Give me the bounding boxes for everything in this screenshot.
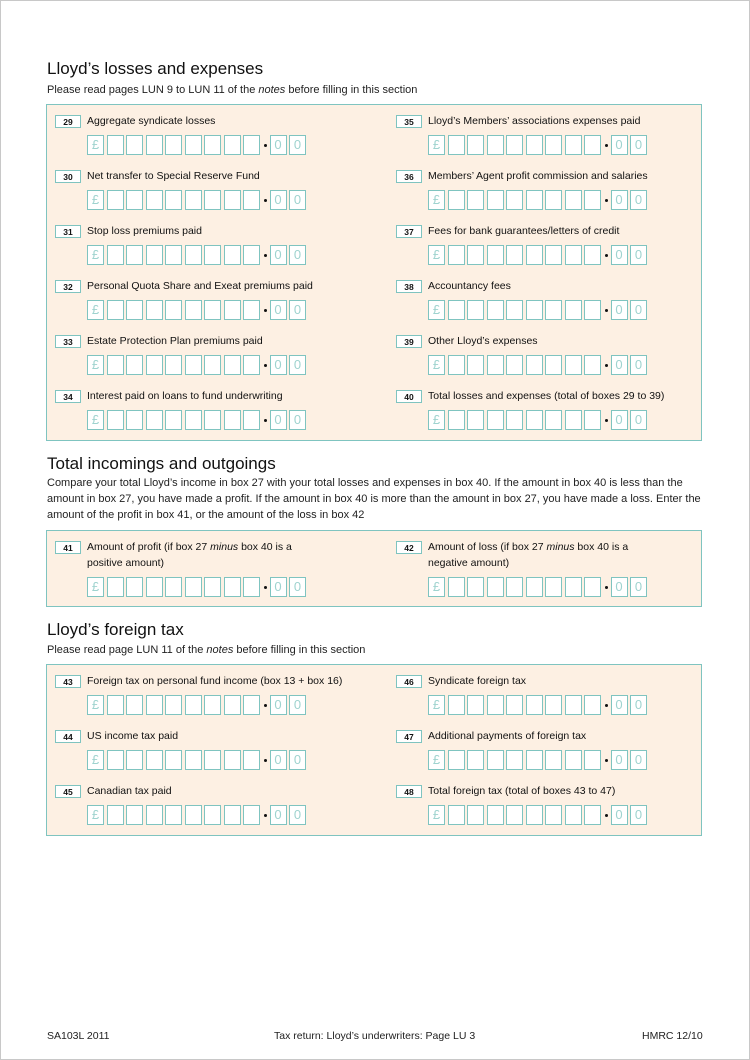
pounds-digit-cell[interactable] bbox=[185, 695, 202, 715]
section-title-foreign: Lloyd’s foreign tax bbox=[47, 620, 184, 639]
pounds-digit-cell[interactable] bbox=[584, 355, 601, 375]
pounds-digit-cell[interactable] bbox=[107, 750, 124, 770]
pounds-digit-cell[interactable] bbox=[584, 805, 601, 825]
pounds-digit-cell[interactable] bbox=[448, 355, 465, 375]
decimal-point bbox=[264, 254, 267, 257]
pounds-digit-cell[interactable] bbox=[526, 355, 543, 375]
currency-symbol-cell: £ bbox=[87, 410, 104, 430]
decimal-point bbox=[264, 586, 267, 589]
pounds-digit-cell[interactable] bbox=[467, 300, 484, 320]
pounds-digit-cell[interactable] bbox=[126, 410, 143, 430]
footer-form-code: SA103L 2011 bbox=[47, 1030, 110, 1042]
totals-panel bbox=[46, 530, 702, 607]
pounds-digit-cell[interactable] bbox=[467, 355, 484, 375]
box-label: Fees for bank guarantees/letters of credit bbox=[428, 225, 620, 237]
pence-digit-cell: 0 bbox=[289, 410, 306, 430]
pounds-digit-cell[interactable] bbox=[526, 245, 543, 265]
pounds-digit-cell[interactable] bbox=[545, 577, 562, 597]
decimal-point bbox=[264, 309, 267, 312]
box-number: 35 bbox=[396, 115, 422, 128]
decimal-point bbox=[264, 144, 267, 147]
pence-digit-cell: 0 bbox=[289, 750, 306, 770]
pounds-digit-cell[interactable] bbox=[107, 355, 124, 375]
pounds-digit-cell[interactable] bbox=[584, 135, 601, 155]
pounds-digit-cell[interactable] bbox=[545, 355, 562, 375]
pounds-digit-cell[interactable] bbox=[487, 805, 504, 825]
pounds-digit-cell[interactable] bbox=[146, 750, 163, 770]
box-label: Amount of loss (if box 27 minus box 40 is a negative amount) bbox=[428, 541, 629, 569]
pounds-digit-cell[interactable] bbox=[165, 410, 182, 430]
box-number: 32 bbox=[55, 280, 81, 293]
box-label: Net transfer to Special Reserve Fund bbox=[87, 170, 260, 182]
currency-symbol-cell: £ bbox=[87, 300, 104, 320]
pounds-digit-cell[interactable] bbox=[506, 245, 523, 265]
pounds-digit-cell[interactable] bbox=[224, 410, 241, 430]
pounds-digit-cell[interactable] bbox=[506, 577, 523, 597]
pounds-digit-cell[interactable] bbox=[107, 695, 124, 715]
pounds-digit-cell[interactable] bbox=[146, 410, 163, 430]
currency-symbol-cell: £ bbox=[428, 695, 445, 715]
pounds-digit-cell[interactable] bbox=[224, 577, 241, 597]
pence-digit-cell: 0 bbox=[289, 577, 306, 597]
box-number: 41 bbox=[55, 541, 81, 554]
pounds-digit-cell[interactable] bbox=[146, 355, 163, 375]
decimal-point bbox=[605, 309, 608, 312]
currency-symbol-cell: £ bbox=[428, 750, 445, 770]
pence-digit-cell: 0 bbox=[270, 750, 287, 770]
box-number: 29 bbox=[55, 115, 81, 128]
pence-digit-cell: 0 bbox=[611, 135, 628, 155]
pounds-digit-cell[interactable] bbox=[165, 135, 182, 155]
pence-digit-cell: 0 bbox=[611, 300, 628, 320]
pounds-digit-cell[interactable] bbox=[565, 300, 582, 320]
box-number: 45 bbox=[55, 785, 81, 798]
pounds-digit-cell[interactable] bbox=[448, 190, 465, 210]
decimal-point bbox=[605, 586, 608, 589]
pounds-digit-cell[interactable] bbox=[165, 750, 182, 770]
pounds-digit-cell[interactable] bbox=[448, 245, 465, 265]
foreign-panel bbox=[46, 664, 702, 836]
decimal-point bbox=[264, 759, 267, 762]
pounds-digit-cell[interactable] bbox=[487, 135, 504, 155]
pence-digit-cell: 0 bbox=[270, 805, 287, 825]
pounds-digit-cell[interactable] bbox=[545, 245, 562, 265]
currency-symbol-cell: £ bbox=[428, 135, 445, 155]
pounds-digit-cell[interactable] bbox=[126, 750, 143, 770]
currency-symbol-cell: £ bbox=[87, 695, 104, 715]
pence-digit-cell: 0 bbox=[289, 245, 306, 265]
pounds-digit-cell[interactable] bbox=[487, 245, 504, 265]
pounds-digit-cell[interactable] bbox=[126, 245, 143, 265]
pounds-digit-cell[interactable] bbox=[545, 300, 562, 320]
pounds-digit-cell[interactable] bbox=[487, 410, 504, 430]
currency-symbol-cell: £ bbox=[87, 805, 104, 825]
pence-digit-cell: 0 bbox=[289, 190, 306, 210]
pounds-digit-cell[interactable] bbox=[224, 805, 241, 825]
pounds-digit-cell[interactable] bbox=[224, 750, 241, 770]
pounds-digit-cell[interactable] bbox=[185, 805, 202, 825]
pence-digit-cell: 0 bbox=[630, 805, 647, 825]
pounds-digit-cell[interactable] bbox=[467, 190, 484, 210]
pounds-digit-cell[interactable] bbox=[526, 190, 543, 210]
pence-digit-cell: 0 bbox=[611, 805, 628, 825]
section-title-losses: Lloyd’s losses and expenses bbox=[47, 59, 264, 78]
footer-version: HMRC 12/10 bbox=[642, 1030, 703, 1042]
pence-digit-cell: 0 bbox=[270, 410, 287, 430]
pounds-digit-cell[interactable] bbox=[204, 577, 221, 597]
pounds-digit-cell[interactable] bbox=[165, 805, 182, 825]
pounds-digit-cell[interactable] bbox=[165, 190, 182, 210]
box-number: 43 bbox=[55, 675, 81, 688]
box-number: 48 bbox=[396, 785, 422, 798]
box-label: Syndicate foreign tax bbox=[428, 675, 527, 687]
pence-digit-cell: 0 bbox=[630, 750, 647, 770]
pounds-digit-cell[interactable] bbox=[204, 805, 221, 825]
pence-digit-cell: 0 bbox=[270, 190, 287, 210]
pounds-digit-cell[interactable] bbox=[204, 135, 221, 155]
pounds-digit-cell[interactable] bbox=[448, 577, 465, 597]
pounds-digit-cell[interactable] bbox=[204, 300, 221, 320]
currency-symbol-cell: £ bbox=[87, 190, 104, 210]
pence-digit-cell: 0 bbox=[289, 695, 306, 715]
pounds-digit-cell[interactable] bbox=[448, 300, 465, 320]
decimal-point bbox=[605, 199, 608, 202]
pounds-digit-cell[interactable] bbox=[146, 135, 163, 155]
pounds-digit-cell[interactable] bbox=[243, 355, 260, 375]
pounds-digit-cell[interactable] bbox=[565, 695, 582, 715]
box-label: Accountancy fees bbox=[428, 280, 511, 292]
footer-page-title: Tax return: Lloyd’s underwriters: Page LU 3 bbox=[274, 1030, 476, 1042]
pounds-digit-cell[interactable] bbox=[126, 805, 143, 825]
box-number: 42 bbox=[396, 541, 422, 554]
pounds-digit-cell[interactable] bbox=[126, 355, 143, 375]
decimal-point bbox=[264, 814, 267, 817]
pounds-digit-cell[interactable] bbox=[224, 135, 241, 155]
pounds-digit-cell[interactable] bbox=[506, 190, 523, 210]
pence-digit-cell: 0 bbox=[270, 355, 287, 375]
box-label: Stop loss premiums paid bbox=[87, 225, 202, 237]
box-label: Interest paid on loans to fund underwriting bbox=[87, 390, 283, 402]
pence-digit-cell: 0 bbox=[630, 300, 647, 320]
pounds-digit-cell[interactable] bbox=[185, 135, 202, 155]
pence-digit-cell: 0 bbox=[611, 410, 628, 430]
pounds-digit-cell[interactable] bbox=[146, 190, 163, 210]
pounds-digit-cell[interactable] bbox=[526, 135, 543, 155]
box-number: 44 bbox=[55, 730, 81, 743]
decimal-point bbox=[264, 419, 267, 422]
pounds-digit-cell[interactable] bbox=[185, 750, 202, 770]
currency-symbol-cell: £ bbox=[428, 245, 445, 265]
box-number: 40 bbox=[396, 390, 422, 403]
pounds-digit-cell[interactable] bbox=[224, 300, 241, 320]
pounds-digit-cell[interactable] bbox=[185, 300, 202, 320]
pounds-digit-cell[interactable] bbox=[224, 245, 241, 265]
pounds-digit-cell[interactable] bbox=[487, 695, 504, 715]
pounds-digit-cell[interactable] bbox=[185, 245, 202, 265]
pounds-digit-cell[interactable] bbox=[506, 805, 523, 825]
pence-digit-cell: 0 bbox=[611, 355, 628, 375]
pounds-digit-cell[interactable] bbox=[565, 135, 582, 155]
pounds-digit-cell[interactable] bbox=[204, 190, 221, 210]
pence-digit-cell: 0 bbox=[630, 135, 647, 155]
pounds-digit-cell[interactable] bbox=[185, 577, 202, 597]
pounds-digit-cell[interactable] bbox=[146, 245, 163, 265]
pounds-digit-cell[interactable] bbox=[204, 245, 221, 265]
pounds-digit-cell[interactable] bbox=[526, 410, 543, 430]
pounds-digit-cell[interactable] bbox=[146, 695, 163, 715]
pounds-digit-cell[interactable] bbox=[565, 190, 582, 210]
pounds-digit-cell[interactable] bbox=[487, 300, 504, 320]
pounds-digit-cell[interactable] bbox=[506, 695, 523, 715]
pounds-digit-cell[interactable] bbox=[545, 750, 562, 770]
box-label: US income tax paid bbox=[87, 730, 179, 742]
decimal-point bbox=[605, 144, 608, 147]
pounds-digit-cell[interactable] bbox=[146, 805, 163, 825]
box-label: Other Lloyd’s expenses bbox=[428, 335, 538, 347]
box-label: Members’ Agent profit commission and salaries bbox=[428, 170, 648, 182]
pounds-digit-cell[interactable] bbox=[107, 300, 124, 320]
pounds-digit-cell[interactable] bbox=[165, 300, 182, 320]
box-label: Additional payments of foreign tax bbox=[428, 730, 587, 742]
pounds-digit-cell[interactable] bbox=[126, 695, 143, 715]
box-number: 36 bbox=[396, 170, 422, 183]
pounds-digit-cell[interactable] bbox=[146, 577, 163, 597]
pounds-digit-cell[interactable] bbox=[506, 300, 523, 320]
pounds-digit-cell[interactable] bbox=[487, 577, 504, 597]
pounds-digit-cell[interactable] bbox=[243, 750, 260, 770]
pounds-digit-cell[interactable] bbox=[565, 805, 582, 825]
pounds-digit-cell[interactable] bbox=[545, 190, 562, 210]
section-intro-foreign: Please read page LUN 11 of the notes before filling in this section bbox=[47, 644, 366, 656]
pounds-digit-cell[interactable] bbox=[565, 245, 582, 265]
pence-digit-cell: 0 bbox=[630, 410, 647, 430]
pounds-digit-cell[interactable] bbox=[204, 695, 221, 715]
pounds-digit-cell[interactable] bbox=[467, 805, 484, 825]
pounds-digit-cell[interactable] bbox=[584, 190, 601, 210]
currency-symbol-cell: £ bbox=[428, 805, 445, 825]
currency-symbol-cell: £ bbox=[87, 577, 104, 597]
pounds-digit-cell[interactable] bbox=[165, 695, 182, 715]
box-number: 33 bbox=[55, 335, 81, 348]
currency-symbol-cell: £ bbox=[87, 750, 104, 770]
box-label: Canadian tax paid bbox=[87, 785, 172, 797]
box-label: Amount of profit (if box 27 minus box 40 is a positive amount) bbox=[87, 541, 292, 569]
pounds-digit-cell[interactable] bbox=[487, 355, 504, 375]
pounds-digit-cell[interactable] bbox=[243, 245, 260, 265]
currency-symbol-cell: £ bbox=[428, 300, 445, 320]
pounds-digit-cell[interactable] bbox=[243, 190, 260, 210]
pounds-digit-cell[interactable] bbox=[224, 355, 241, 375]
pounds-digit-cell[interactable] bbox=[243, 410, 260, 430]
pounds-digit-cell[interactable] bbox=[126, 190, 143, 210]
pounds-digit-cell[interactable] bbox=[107, 410, 124, 430]
pounds-digit-cell[interactable] bbox=[467, 695, 484, 715]
pence-digit-cell: 0 bbox=[611, 750, 628, 770]
pounds-digit-cell[interactable] bbox=[448, 750, 465, 770]
pounds-digit-cell[interactable] bbox=[243, 577, 260, 597]
box-number: 34 bbox=[55, 390, 81, 403]
pounds-digit-cell[interactable] bbox=[526, 300, 543, 320]
pounds-digit-cell[interactable] bbox=[204, 750, 221, 770]
currency-symbol-cell: £ bbox=[428, 410, 445, 430]
pounds-digit-cell[interactable] bbox=[545, 805, 562, 825]
pounds-digit-cell[interactable] bbox=[545, 695, 562, 715]
section-intro-losses: Please read pages LUN 9 to LUN 11 of the notes before filling in this section bbox=[47, 84, 418, 96]
pounds-digit-cell[interactable] bbox=[584, 750, 601, 770]
currency-symbol-cell: £ bbox=[87, 355, 104, 375]
box-number: 38 bbox=[396, 280, 422, 293]
pounds-digit-cell[interactable] bbox=[224, 190, 241, 210]
pence-digit-cell: 0 bbox=[630, 577, 647, 597]
decimal-point bbox=[605, 254, 608, 257]
pence-digit-cell: 0 bbox=[289, 805, 306, 825]
pounds-digit-cell[interactable] bbox=[506, 355, 523, 375]
pounds-digit-cell[interactable] bbox=[545, 135, 562, 155]
decimal-point bbox=[605, 704, 608, 707]
box-number: 37 bbox=[396, 225, 422, 238]
pounds-digit-cell[interactable] bbox=[545, 410, 562, 430]
pounds-digit-cell[interactable] bbox=[126, 135, 143, 155]
pounds-digit-cell[interactable] bbox=[165, 245, 182, 265]
pounds-digit-cell[interactable] bbox=[243, 300, 260, 320]
pounds-digit-cell[interactable] bbox=[584, 410, 601, 430]
pounds-digit-cell[interactable] bbox=[526, 577, 543, 597]
pounds-digit-cell[interactable] bbox=[224, 695, 241, 715]
pounds-digit-cell[interactable] bbox=[565, 750, 582, 770]
section-title-totals: Total incomings and outgoings bbox=[47, 454, 276, 473]
pounds-digit-cell[interactable] bbox=[526, 695, 543, 715]
pounds-digit-cell[interactable] bbox=[126, 300, 143, 320]
box-number: 30 bbox=[55, 170, 81, 183]
pounds-digit-cell[interactable] bbox=[467, 135, 484, 155]
pounds-digit-cell[interactable] bbox=[146, 300, 163, 320]
pounds-digit-cell[interactable] bbox=[165, 577, 182, 597]
pence-digit-cell: 0 bbox=[611, 190, 628, 210]
pounds-digit-cell[interactable] bbox=[448, 135, 465, 155]
pounds-digit-cell[interactable] bbox=[565, 577, 582, 597]
currency-symbol-cell: £ bbox=[428, 355, 445, 375]
pounds-digit-cell[interactable] bbox=[526, 750, 543, 770]
box-label: Personal Quota Share and Exeat premiums paid bbox=[87, 280, 313, 292]
pounds-digit-cell[interactable] bbox=[243, 695, 260, 715]
pounds-digit-cell[interactable] bbox=[126, 577, 143, 597]
pence-digit-cell: 0 bbox=[611, 695, 628, 715]
pounds-digit-cell[interactable] bbox=[467, 577, 484, 597]
pounds-digit-cell[interactable] bbox=[565, 410, 582, 430]
box-number: 46 bbox=[396, 675, 422, 688]
pence-digit-cell: 0 bbox=[270, 245, 287, 265]
pence-digit-cell: 0 bbox=[630, 245, 647, 265]
pounds-digit-cell[interactable] bbox=[526, 805, 543, 825]
pence-digit-cell: 0 bbox=[270, 135, 287, 155]
pounds-digit-cell[interactable] bbox=[506, 135, 523, 155]
pounds-digit-cell[interactable] bbox=[487, 190, 504, 210]
pounds-digit-cell[interactable] bbox=[107, 135, 124, 155]
pounds-digit-cell[interactable] bbox=[185, 410, 202, 430]
pence-digit-cell: 0 bbox=[611, 577, 628, 597]
pounds-digit-cell[interactable] bbox=[467, 410, 484, 430]
pounds-digit-cell[interactable] bbox=[487, 750, 504, 770]
pounds-digit-cell[interactable] bbox=[448, 410, 465, 430]
pounds-digit-cell[interactable] bbox=[243, 805, 260, 825]
pence-digit-cell: 0 bbox=[289, 135, 306, 155]
pence-digit-cell: 0 bbox=[289, 300, 306, 320]
pounds-digit-cell[interactable] bbox=[584, 245, 601, 265]
pounds-digit-cell[interactable] bbox=[185, 355, 202, 375]
decimal-point bbox=[264, 199, 267, 202]
pounds-digit-cell[interactable] bbox=[204, 355, 221, 375]
decimal-point bbox=[605, 759, 608, 762]
currency-symbol-cell: £ bbox=[428, 190, 445, 210]
pounds-digit-cell[interactable] bbox=[185, 190, 202, 210]
box-number: 47 bbox=[396, 730, 422, 743]
decimal-point bbox=[605, 419, 608, 422]
pence-digit-cell: 0 bbox=[630, 355, 647, 375]
pounds-digit-cell[interactable] bbox=[204, 410, 221, 430]
pounds-digit-cell[interactable] bbox=[467, 245, 484, 265]
pounds-digit-cell[interactable] bbox=[584, 577, 601, 597]
pounds-digit-cell[interactable] bbox=[565, 355, 582, 375]
box-number: 39 bbox=[396, 335, 422, 348]
pence-digit-cell: 0 bbox=[270, 695, 287, 715]
box-label: Estate Protection Plan premiums paid bbox=[87, 335, 263, 347]
currency-symbol-cell: £ bbox=[87, 245, 104, 265]
pence-digit-cell: 0 bbox=[270, 577, 287, 597]
pounds-digit-cell[interactable] bbox=[448, 695, 465, 715]
pence-digit-cell: 0 bbox=[270, 300, 287, 320]
pence-digit-cell: 0 bbox=[630, 695, 647, 715]
pounds-digit-cell[interactable] bbox=[243, 135, 260, 155]
pounds-digit-cell[interactable] bbox=[506, 750, 523, 770]
pounds-digit-cell[interactable] bbox=[165, 355, 182, 375]
decimal-point bbox=[264, 704, 267, 707]
currency-symbol-cell: £ bbox=[428, 577, 445, 597]
pounds-digit-cell[interactable] bbox=[107, 190, 124, 210]
section-intro-totals: Compare your total Lloyd’s income in box 27 with your total losses and expenses in box 40. If the amount in box 40 is less than the amount in box 27, you have made a profit. If the amount in box 40 is more than the amount in box 27, you have made a loss. Enter the amount of the profit in box 41, or the amount of the loss in box 42 bbox=[47, 477, 701, 521]
pounds-digit-cell[interactable] bbox=[107, 577, 124, 597]
pounds-digit-cell[interactable] bbox=[107, 245, 124, 265]
decimal-point bbox=[264, 364, 267, 367]
pounds-digit-cell[interactable] bbox=[467, 750, 484, 770]
box-label: Foreign tax on personal fund income (box 13 + box 16) bbox=[87, 675, 343, 687]
pence-digit-cell: 0 bbox=[289, 355, 306, 375]
box-label: Aggregate syndicate losses bbox=[87, 115, 216, 127]
box-label: Total losses and expenses (total of boxes 29 to 39) bbox=[428, 390, 665, 402]
losses-panel bbox=[46, 104, 702, 441]
pounds-digit-cell[interactable] bbox=[448, 805, 465, 825]
pence-digit-cell: 0 bbox=[630, 190, 647, 210]
pence-digit-cell: 0 bbox=[611, 245, 628, 265]
box-label: Lloyd’s Members’ associations expenses paid bbox=[428, 115, 641, 127]
pounds-digit-cell[interactable] bbox=[584, 300, 601, 320]
currency-symbol-cell: £ bbox=[87, 135, 104, 155]
pounds-digit-cell[interactable] bbox=[107, 805, 124, 825]
decimal-point bbox=[605, 364, 608, 367]
decimal-point bbox=[605, 814, 608, 817]
pounds-digit-cell[interactable] bbox=[506, 410, 523, 430]
box-label: Total foreign tax (total of boxes 43 to 47) bbox=[428, 785, 616, 797]
box-number: 31 bbox=[55, 225, 81, 238]
pounds-digit-cell[interactable] bbox=[584, 695, 601, 715]
